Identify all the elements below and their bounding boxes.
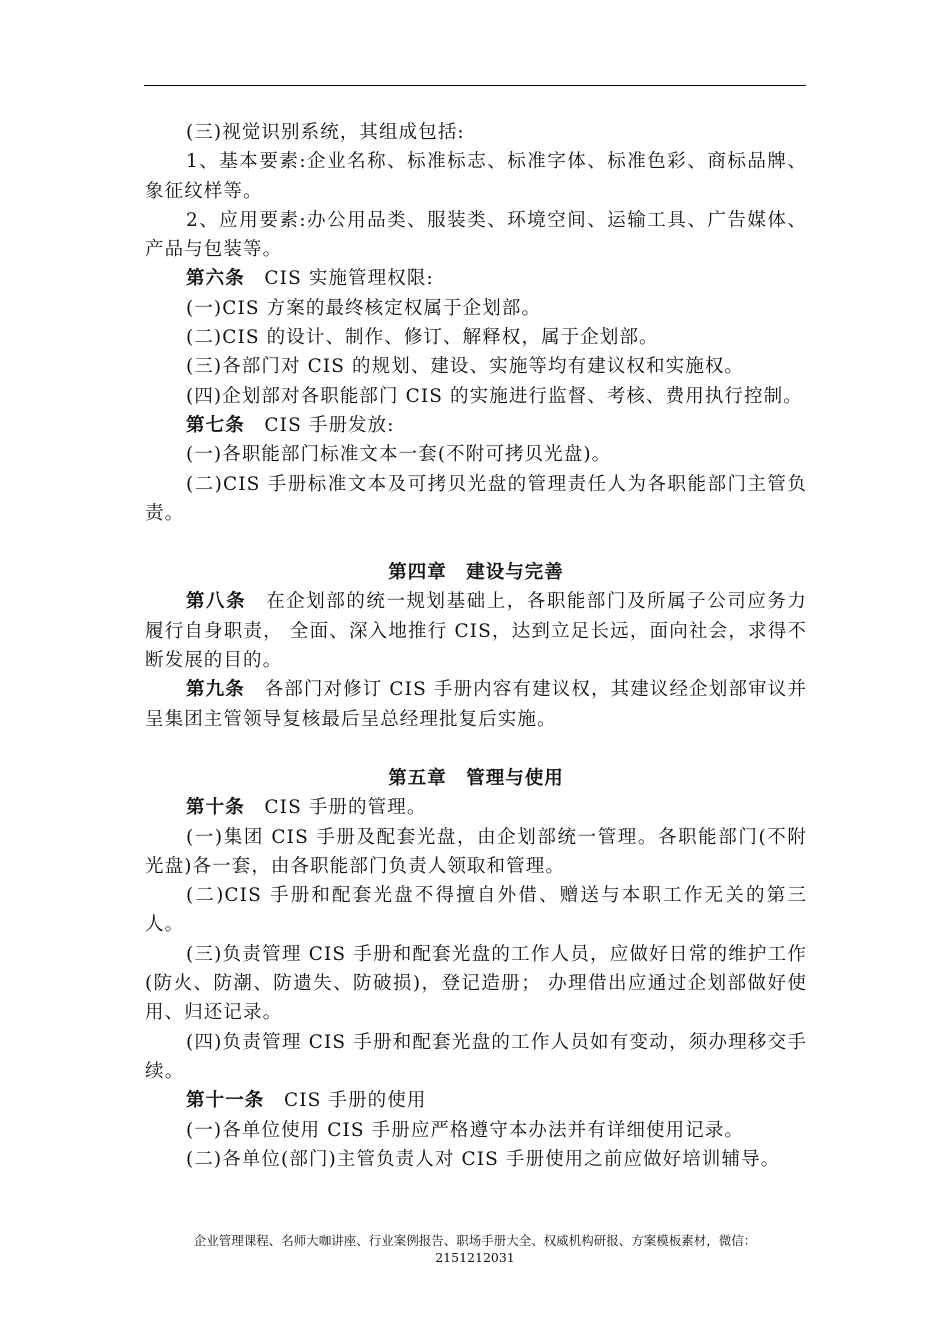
body-paragraph: (一)各职能部门标准文本一套(不附可拷贝光盘)。 [186, 444, 612, 466]
body-paragraph: (四)企划部对各职能部门 CIS 的实施进行监督、考核、费用执行控制。 [186, 385, 803, 407]
article-label: 第六条 [186, 268, 245, 290]
body-paragraph: (四)负责管理 CIS 手册和配套光盘的工作人员如有变动，须办理移交手续。 [145, 1031, 807, 1082]
page-footer [130, 1232, 820, 1266]
body-paragraph: 1、基本要素:企业名称、标准标志、标准字体、标准色彩、商标品牌、象征纹样等。 [145, 151, 807, 202]
article-text: CIS 手册发放: [264, 414, 395, 436]
article-label: 第七条 [186, 414, 245, 436]
body-paragraph: 2、应用要素:办公用品类、服装类、环境空间、运输工具、广告媒体、产品与包装等。 [145, 209, 807, 261]
article-label: 第九条 [186, 679, 245, 701]
article-text: 各部门对修订 CIS 手册内容有建议权，其建议经企划部审议并呈集团主管领导复核最后呈总经理批复后实施。 [145, 679, 807, 730]
article-text: CIS 实施管理权限: [264, 268, 434, 290]
document-body [145, 118, 807, 1174]
body-paragraph: (一)集团 CIS 手册及配套光盘，由企划部统一管理。各职能部门(不附光盘)各一套，由各职能部门负责人领取和管理。 [145, 826, 807, 877]
footer-contact-number: 2151212031 [435, 1250, 515, 1265]
body-paragraph: (一)各单位使用 CIS 手册应严格遵守本办法并有详细使用记录。 [186, 1119, 745, 1141]
body-paragraph: (二)CIS 的设计、制作、修订、解释权，属于企划部。 [186, 327, 659, 349]
body-paragraph: (二)各单位(部门)主管负责人对 CIS 手册使用之前应做好培训辅导。 [186, 1148, 781, 1170]
body-paragraph: (一)CIS 方案的最终核定权属于企划部。 [186, 297, 542, 319]
article-label: 第十一条 [186, 1090, 265, 1112]
article-text: CIS 手册的使用 [284, 1090, 427, 1112]
footer-promo-text: 企业管理课程、名师大咖讲座、行业案例报告、职场手册大全、权威机构研报、方案模板素材，微信： [193, 1233, 757, 1248]
body-paragraph: (二)CIS 手册和配套光盘不得擅自外借、赠送与本职工作无关的第三人。 [145, 885, 807, 936]
article-paragraph [145, 793, 807, 822]
body-paragraph: (三)负责管理 CIS 手册和配套光盘的工作人员，应做好日常的维护工作(防火、防潮、防遗失、防破损)，登记造册； 办理借出应通过企划部做好使用、归还记录。 [145, 943, 807, 1024]
article-paragraph [145, 411, 807, 440]
header-rule [144, 85, 806, 86]
body-paragraph: (三)各部门对 CIS 的规划、建设、实施等均有建议权和实施权。 [186, 356, 745, 378]
chapter-heading: 第五章 管理与使用 [388, 767, 564, 789]
article-text: CIS 手册的管理。 [264, 797, 427, 819]
section-gap [145, 528, 807, 558]
article-paragraph [145, 587, 807, 675]
article-text: 在企划部的统一规划基础上，各职能部门及所属子公司应务力履行自身职责， 全面、深入地推行 CIS，达到立足长远，面向社会，求得不断发展的目的。 [145, 591, 807, 672]
body-paragraph: (三)视觉识别系统，其组成包括: [186, 122, 465, 143]
section-gap [145, 734, 807, 764]
article-label: 第十条 [186, 797, 245, 819]
chapter-heading: 第四章 建设与完善 [388, 562, 564, 584]
body-paragraph: (二)CIS 手册标准文本及可拷贝光盘的管理责任人为各职能部门主管负责。 [145, 473, 807, 524]
article-paragraph [145, 1086, 807, 1115]
article-paragraph [145, 675, 807, 734]
article-paragraph [145, 264, 807, 293]
article-label: 第八条 [186, 591, 247, 613]
